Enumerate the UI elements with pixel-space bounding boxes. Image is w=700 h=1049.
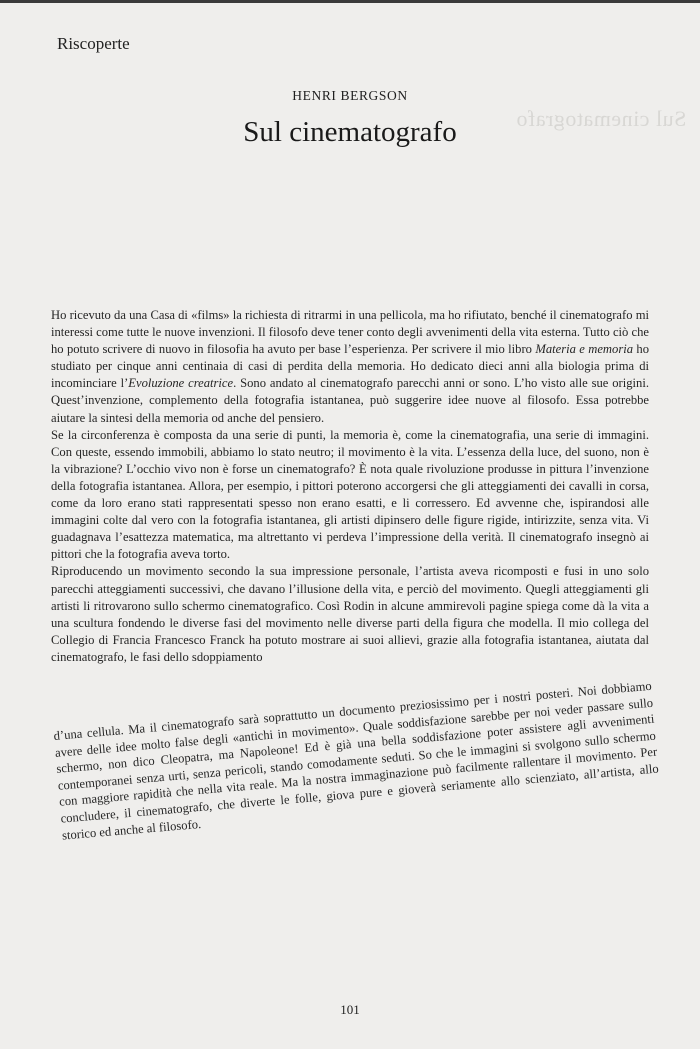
paragraph-1: Ho ricevuto da una Casa di «films» la richiesta di ritrarmi in una pellicola, ma ho rifiutato, benché il cinematografo mi interessi come tutte le nuove invenzioni. Il filosofo deve tener conto degli avvenimenti della vita esterna. Tutto ciò che ho potuto scrivere di nuovo in filosofia ha avuto per base l’esperienza. Per scrivere il mio libro Materia e memoria ho studiato per cinque anni centinaia di casi di perdita della memoria. Ho dedicato dieci anni alla biologia prima di incominciare l’Evoluzione creatrice. Sono andato al cinematografo parecchi anni or sono. L’ho visto alle sue origini. Quest’invenzione, complemento della fotografia istantanea, può suggerire idee nuove al filosofo. Essa potrebbe aiutare la sintesi della memoria od anche del pensiero. [51, 308, 649, 425]
paragraph-3: Riproducendo un movimento secondo la sua impressione personale, l’artista aveva ricomposti e fusi in uno solo parecchi atteggiamenti successivi, che davano l’illusione della vita, e perciò del movimento. Quegli atteggiamenti gli artisti li ritrovarono sullo schermo cinematografico. Così Rodin in alcune ammirevoli pagine spiega come dà la vita a una scultura fondendo le diverse fasi del movimento nelle diverse parti della figura che modella. Il mio collega del Collegio di Francia Francesco Franck ha potuto mostrare ai suoi allievi, grazie alla fotografia istantanea, aiutata dal cinematografo, le fasi dello sdoppiamento [51, 564, 649, 664]
article-body [51, 307, 649, 666]
paragraph-continuation: d’una cellula. Ma il cinematografo sarà soprattutto un documento preziosissimo per i nostri posteri. Noi dobbiamo avere delle idee molto false degli «antichi in movimento». Quale soddisfazione sarebbe per noi veder passare sullo schermo, non dico Cleopatra, ma Napoleone! Ed è già una bella soddisfazione poter assistere agli avvenimenti contemporanei senza urti, senza pericoli, stando comodamente seduti. So che le immagini si svolgono sullo schermo con maggiore rapidità che nella vita reale. Ma la nostra immaginazione può facilmente rallentare il movimento. Per concludere, il cinematografo, che diverte le folle, giova pure e gioverà seriamente allo scienziato, all’artista, allo storico ed anche al filosofo. [53, 678, 660, 843]
show-through-text: Sul cinematografo [515, 106, 686, 131]
section-label: Riscoperte [57, 34, 130, 53]
book-title-materia: Materia e memoria [535, 342, 634, 357]
paragraph-2: Se la circonferenza è composta da una serie di punti, la memoria è, come la cinematografia, una serie di immagini. Con queste, essendo immobili, abbiamo lo stato neutro; il movimento è la vita. L’essenza della luce, del suono, non è la vibrazione? L’occhio vivo non è forse un cinematografo? È nota quale rivoluzione produsse in pittura l’invenzione della fotografia istantanea. Allora, per esempio, i pittori poterono accorgersi che gli atteggiamenti dei cavalli in corsa, come da loro erano stati rappresentati spesso non erano esatti, e li corressero. Ed avvenne che, ispirandosi alle immagini colte dal vero con la fotografia istantanea, gli artisti dipinsero delle figure rigide, intirizzite, senza vita. Vi guadagnava l’esattezza matematica, ma altrettanto vi perdeva l’impressione della verità. Il cinematografo insegnò ai pittori che la fotografia aveva torto. [51, 427, 649, 562]
page-number: 101 [340, 1002, 360, 1017]
top-edge-rule [0, 0, 700, 3]
article-title: Sul cinematografo [243, 116, 457, 148]
book-title-evoluzione: Evoluzione creatrice [128, 376, 234, 391]
article-continuation [53, 678, 661, 844]
author-name: HENRI BERGSON [292, 88, 408, 103]
